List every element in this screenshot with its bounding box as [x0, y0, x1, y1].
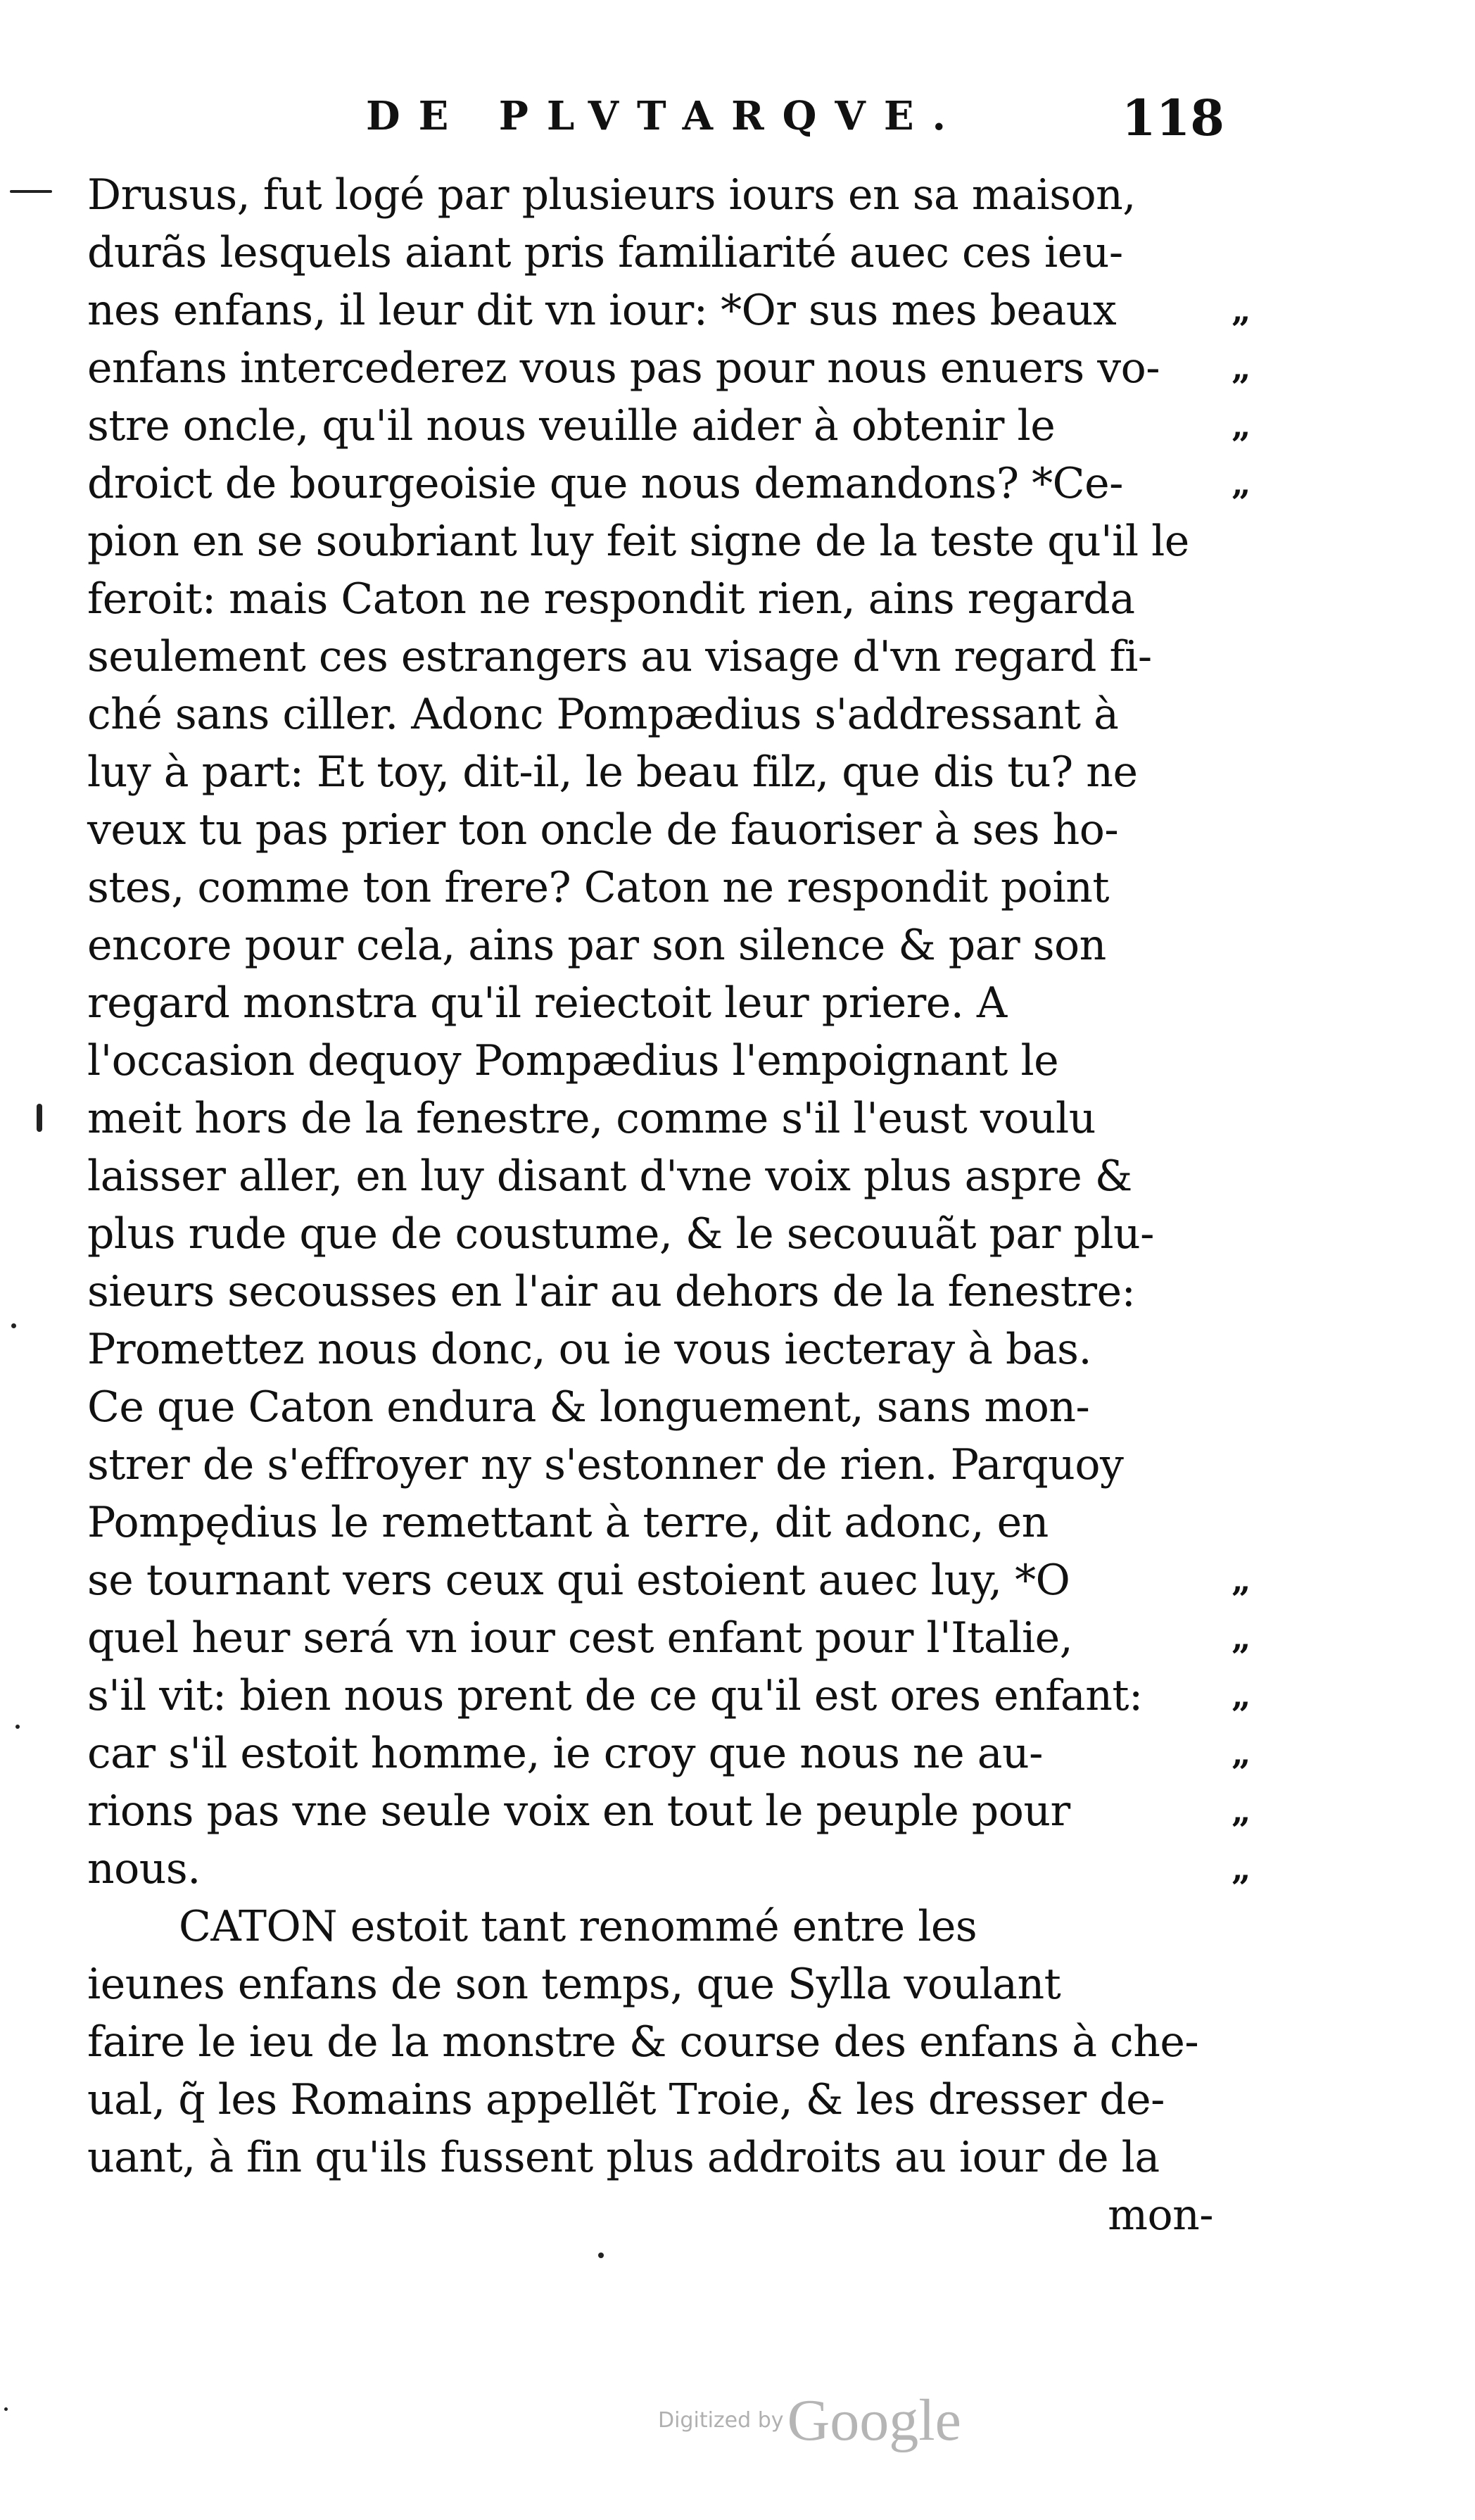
quote-mark: „	[1232, 1849, 1251, 1889]
text-line: Ce que Caton endura & longuement, sans mon-	[87, 1382, 1090, 1432]
text-line: car s'il estoit homme, ie croy que nous ne au-	[87, 1729, 1043, 1778]
text-line: enfans intercederez vous pas pour nous enuers vo-	[87, 344, 1160, 393]
quote-mark: „	[1232, 1734, 1251, 1773]
quote-mark: „	[1232, 348, 1251, 388]
running-header	[352, 89, 1224, 163]
text-line: plus rude que de coustume, & le secouuãt par plu-	[87, 1209, 1154, 1259]
body-text	[87, 166, 1213, 2244]
margin-speck	[37, 1104, 42, 1132]
margin-speck	[15, 1725, 20, 1729]
quote-mark: „	[1232, 1791, 1251, 1831]
catchword: mon-	[1108, 2191, 1213, 2240]
text-line-paragraph-start: CATON estoit tant renommé entre les	[179, 1902, 977, 1951]
quote-mark: „	[1232, 464, 1251, 503]
margin-speck	[11, 1323, 16, 1328]
text-line: s'il vit: bien nous prent de ce qu'il est ores enfant:	[87, 1671, 1143, 1720]
text-line: seulement ces estrangers au visage d'vn regard fi-	[87, 632, 1152, 681]
text-line: strer de s'effroyer ny s'estonner de rien. Parquoy	[87, 1440, 1124, 1489]
quote-mark: „	[1232, 1618, 1251, 1658]
running-title: DE PLVTARQVE.	[366, 93, 965, 139]
margin-speck	[4, 2407, 8, 2411]
text-line: quel heur será vn iour cest enfant pour l'Italie,	[87, 1613, 1073, 1663]
text-line: Drusus, fut logé par plusieurs iours en sa maison,	[87, 170, 1136, 220]
text-line: nes enfans, il leur dit vn iour: *Or sus mes beaux	[87, 286, 1117, 335]
text-line: rions pas vne seule voix en tout le peuple pour	[87, 1787, 1070, 1836]
text-line: regard monstra qu'il reiectoit leur priere. A	[87, 978, 1007, 1028]
quote-mark: „	[1232, 1676, 1251, 1715]
watermark-brand: Google	[787, 2388, 961, 2453]
text-line: nous.	[87, 1844, 201, 1894]
text-line: ché sans ciller. Adonc Pompædius s'addressant à	[87, 690, 1119, 739]
text-line: Promettez nous donc, ou ie vous iecteray à bas.	[87, 1325, 1092, 1374]
text-line: faire le ieu de la monstre & course des enfans à che-	[87, 2017, 1199, 2067]
text-line: stes, comme ton frere? Caton ne respondit point	[87, 863, 1109, 912]
text-line: pion en se soubriant luy feit signe de la teste qu'il le	[87, 517, 1189, 566]
text-line: veux tu pas prier ton oncle de fauoriser à ses ho-	[87, 805, 1119, 855]
digitization-watermark	[658, 2386, 961, 2455]
text-line: stre oncle, qu'il nous veuille aider à obtenir le	[87, 401, 1056, 451]
quote-mark: „	[1232, 1561, 1251, 1600]
text-line: encore pour cela, ains par son silence & par son	[87, 921, 1106, 970]
text-line: meit hors de la fenestre, comme s'il l'eust voulu	[87, 1094, 1096, 1143]
margin-speck	[10, 190, 52, 193]
text-line: durãs lesquels aiant pris familiarité auec ces ieu-	[87, 228, 1123, 277]
text-line: luy à part: Et toy, dit-il, le beau filz, que dis tu? ne	[87, 748, 1138, 797]
text-line: Pompędius le remettant à terre, dit adonc, en	[87, 1498, 1049, 1547]
page-number: 118	[1121, 89, 1224, 147]
text-line: l'occasion dequoy Pompædius l'empoignant le	[87, 1036, 1059, 1085]
text-line: laisser aller, en luy disant d'vne voix plus aspre &	[87, 1152, 1132, 1201]
text-line: ual, q̃ les Romains appellẽt Troie, & les dresser de-	[87, 2075, 1165, 2124]
text-line: ieunes enfans de son temps, que Sylla voulant	[87, 1960, 1061, 2009]
text-line: droict de bourgeoisie que nous demandons? *Ce-	[87, 459, 1123, 508]
text-line: feroit: mais Caton ne respondit rien, ains regarda	[87, 574, 1135, 624]
text-line: uant, à fin qu'ils fussent plus addroits au iour de la	[87, 2133, 1160, 2182]
watermark-prefix: Digitized by	[658, 2408, 784, 2433]
quote-mark: „	[1232, 406, 1251, 446]
quote-mark: „	[1232, 291, 1251, 330]
text-line: sieurs secousses en l'air au dehors de la fenestre:	[87, 1267, 1136, 1316]
text-line: se tournant vers ceux qui estoient auec luy, *O	[87, 1556, 1070, 1605]
margin-speck	[598, 2253, 604, 2258]
